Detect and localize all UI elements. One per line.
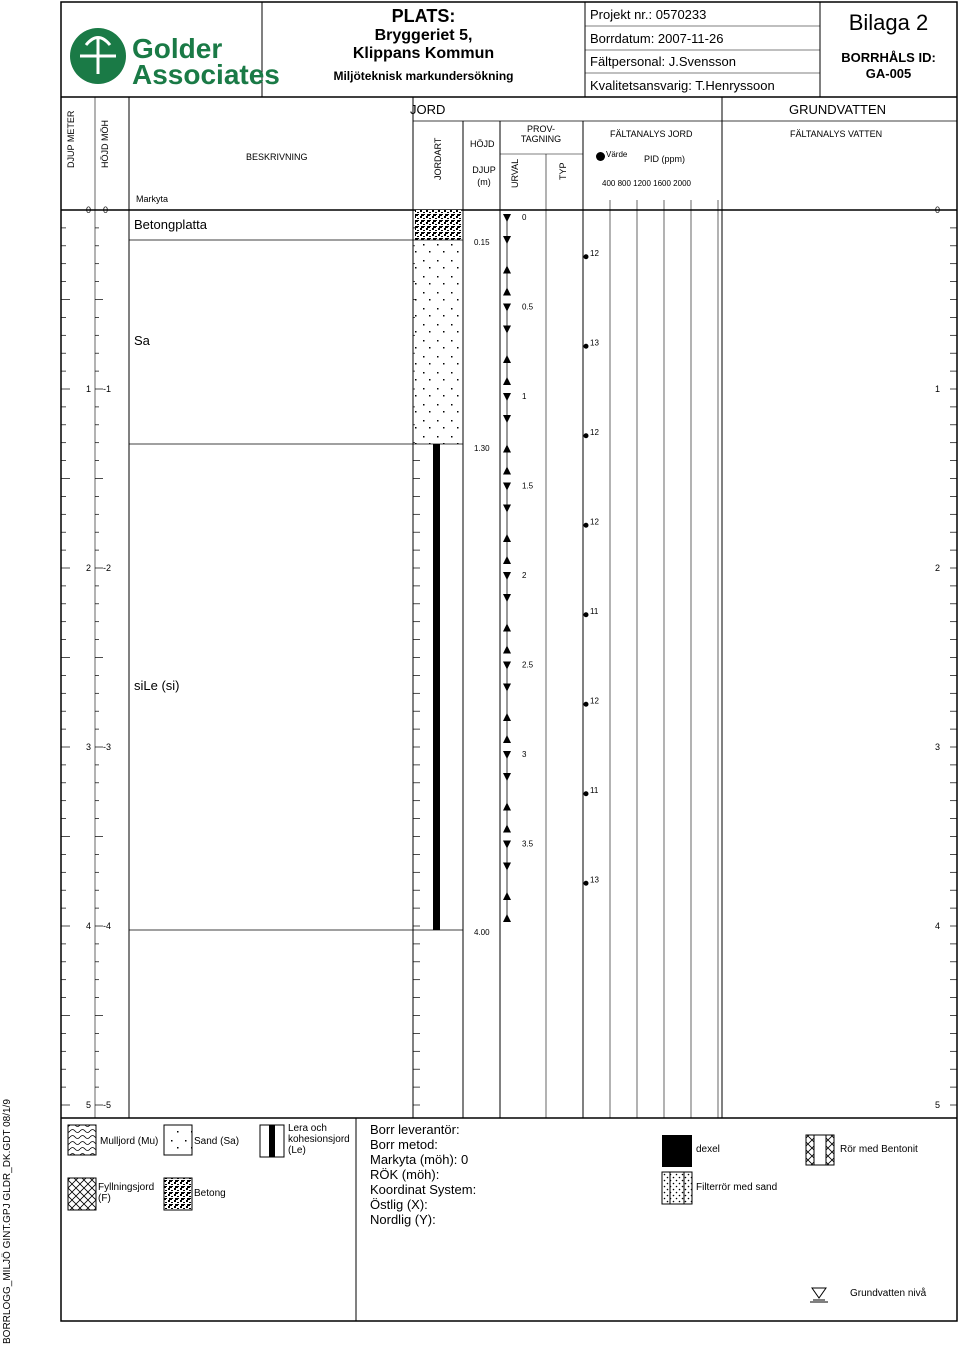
legend-sand: Sand (Sa)	[194, 1136, 240, 1147]
sample-arrow-icon	[503, 735, 511, 743]
col-provtagning: PROV- TAGNING	[520, 124, 562, 144]
col-djup-m: DJUP (m)	[472, 165, 496, 187]
col-faltanalys-vatten: FÄLTANALYS VATTEN	[790, 129, 883, 139]
borr-rok: RÖK (möh):	[370, 1167, 440, 1182]
pid-marker	[584, 612, 589, 617]
sample-arrow-icon	[503, 445, 511, 453]
col-beskrivning: BESKRIVNING	[246, 152, 308, 162]
legend-mulljord: Mulljord (Mu)	[100, 1136, 159, 1147]
legend-filterror-swatch	[662, 1172, 692, 1204]
borr-markyta: Markyta (möh): 0	[370, 1152, 469, 1167]
col-urval: URVAL	[510, 158, 520, 188]
depth-label: 1	[86, 384, 92, 394]
layer-depth-3: 4.00	[474, 928, 490, 937]
pid-marker	[584, 791, 589, 796]
sample-arrow-icon	[503, 534, 511, 542]
sample-arrow-icon	[503, 377, 511, 385]
sample-depth-label: 3.5	[522, 839, 534, 849]
pid-marker	[584, 344, 589, 349]
sample-arrow-icon	[503, 288, 511, 296]
footer-code: BORRLOGG_MILJÖ GINT.GPJ GLDR_DK.GDT 08/1/9	[2, 1099, 13, 1344]
sand-layer	[415, 240, 461, 444]
sample-arrow-icon	[503, 266, 511, 274]
golder-logo-icon	[70, 28, 126, 84]
col-pid: PID (ppm)	[644, 154, 686, 164]
right-depth-label: 1	[935, 384, 941, 394]
depth-label: 2	[86, 563, 92, 573]
pid-value-label: 11	[590, 785, 599, 795]
col-grundvatten: GRUNDVATTEN	[789, 102, 887, 117]
col-jordart: JORDART	[433, 137, 443, 180]
height-label: -5	[103, 1100, 112, 1110]
pid-marker	[584, 523, 589, 528]
layer-markyta: Markyta	[136, 194, 169, 204]
sample-arrow-icon	[503, 214, 511, 222]
legend-mulljord-swatch	[68, 1125, 96, 1155]
pid-value-label: 12	[590, 696, 599, 706]
pid-tick-labels: 400 800 1200 1600 2000	[602, 179, 691, 188]
borr-info	[370, 1122, 476, 1227]
plats-heading: PLATS:	[391, 6, 456, 26]
borrhals-label: BORRHÅLS ID:	[841, 50, 936, 65]
sample-arrow-icon	[503, 304, 511, 312]
sample-arrow-icon	[503, 863, 511, 871]
varde-dot-icon	[596, 152, 605, 161]
sample-arrow-icon	[503, 751, 511, 759]
right-depth-label: 4	[935, 921, 941, 931]
grundvatten-icon	[810, 1288, 828, 1302]
lera-layer	[433, 444, 440, 930]
sample-arrow-icon	[503, 624, 511, 632]
right-depth-label: 3	[935, 742, 941, 752]
sample-arrow-icon	[503, 236, 511, 244]
sample-arrow-icon	[503, 803, 511, 811]
depth-label: 3	[86, 742, 92, 752]
col-hojd: HÖJD	[470, 139, 495, 149]
pid-value-label: 13	[590, 875, 599, 885]
pid-marker	[584, 254, 589, 259]
sample-arrow-icon	[503, 326, 511, 334]
sample-depth-label: 2.5	[522, 660, 534, 670]
sample-arrow-icon	[503, 914, 511, 922]
borr-nordlig: Nordlig (Y):	[370, 1212, 436, 1227]
legend-betong: Betong	[194, 1188, 226, 1199]
pid-value-label: 12	[590, 248, 599, 258]
borr-metod: Borr metod:	[370, 1137, 438, 1152]
col-varde: Värde	[606, 150, 628, 159]
betong-layer	[415, 210, 461, 240]
pid-value-label: 12	[590, 517, 599, 527]
sample-arrow-icon	[503, 646, 511, 654]
bilaga-title: Bilaga 2	[848, 10, 929, 35]
plats-subtitle: Miljöteknisk markundersökning	[333, 69, 514, 83]
pid-value-label: 12	[590, 427, 599, 437]
sample-depth-label: 0.5	[522, 302, 534, 312]
sample-depth-label: 1.5	[522, 481, 534, 491]
logo-text: Golder Associates	[132, 33, 280, 90]
pid-value-label: 11	[590, 606, 599, 616]
projekt-nr: Projekt nr.: 0570233	[590, 7, 707, 22]
legend-dexel: dexel	[696, 1144, 720, 1155]
right-depth-label: 2	[935, 563, 941, 573]
legend-ror-bentonit: Rör med Bentonit	[840, 1144, 918, 1155]
plats-block	[262, 6, 585, 83]
right-depth-label: 5	[935, 1100, 941, 1110]
legend-filterror: Filterrör med sand	[696, 1182, 778, 1193]
sample-arrow-icon	[503, 713, 511, 721]
sample-depth-label: 1	[522, 392, 527, 401]
height-label: 0	[103, 205, 109, 215]
pid-marker	[584, 881, 589, 886]
pid-marker	[584, 433, 589, 438]
sample-depth-label: 3	[522, 750, 527, 759]
col-hojd-moh: HÖJD MÖH	[100, 120, 110, 168]
borr-koordinat: Koordinat System:	[370, 1182, 477, 1197]
sample-arrow-icon	[503, 556, 511, 564]
layer-sile: siLe (si)	[134, 678, 180, 693]
height-label: -2	[103, 563, 112, 573]
col-djup-meter: DJUP METER	[66, 110, 76, 168]
borr-ostlig: Östlig (X):	[370, 1197, 428, 1212]
depth-label: 0	[86, 205, 92, 215]
borrhals-id: GA-005	[865, 66, 912, 81]
layer-depth-2: 1.30	[474, 444, 490, 453]
sample-arrow-icon	[503, 773, 511, 781]
col-typ: TYP	[558, 162, 568, 180]
plats-line2: Klippans Kommun	[352, 45, 495, 62]
sample-arrow-icon	[503, 483, 511, 491]
legend-dexel-swatch	[662, 1135, 692, 1167]
kvalitetsansvarig: Kvalitetsansvarig: T.Henryssoon	[590, 78, 775, 93]
sample-arrow-icon	[503, 662, 511, 670]
col-faltanalys-jord: FÄLTANALYS JORD	[610, 129, 693, 139]
sample-arrow-icon	[503, 415, 511, 423]
pid-marker	[584, 702, 589, 707]
sample-arrow-icon	[503, 841, 511, 849]
legend-betong-swatch	[164, 1178, 192, 1210]
borrdatum: Borrdatum: 2007-11-26	[590, 31, 724, 46]
faltpersonal: Fältpersonal: J.Svensson	[590, 54, 736, 69]
sample-depth-label: 0	[522, 213, 527, 222]
sample-arrow-icon	[503, 467, 511, 475]
sample-arrow-icon	[503, 684, 511, 692]
pid-value-label: 13	[590, 338, 599, 348]
layer-betongplatta: Betongplatta	[134, 217, 208, 232]
depth-label: 5	[86, 1100, 92, 1110]
legend-sand-swatch	[164, 1125, 192, 1155]
sample-arrow-icon	[503, 594, 511, 602]
height-label: -4	[103, 921, 112, 931]
sample-arrow-icon	[503, 825, 511, 833]
legend-fyllningsjord: Fyllningsjord (F)	[98, 1182, 155, 1204]
height-label: -3	[103, 742, 112, 752]
right-depth-label: 0	[935, 205, 941, 215]
sample-arrow-icon	[503, 892, 511, 900]
sample-arrow-icon	[503, 572, 511, 580]
legend-lera: Lera och kohesionsjord (Le)	[288, 1123, 350, 1156]
sample-arrow-icon	[503, 505, 511, 513]
layer-depth-1: 0.15	[474, 238, 490, 247]
legend-fyllningsjord-swatch	[68, 1178, 96, 1210]
depth-label: 4	[86, 921, 92, 931]
legend-grundvatten-niva: Grundvatten nivå	[850, 1288, 927, 1299]
plats-line1: Bryggeriet 5,	[374, 27, 473, 44]
height-label: -1	[103, 384, 112, 394]
layer-sa: Sa	[134, 333, 150, 348]
col-jord: JORD	[410, 102, 446, 117]
borr-leverantor: Borr leverantör:	[370, 1122, 460, 1137]
sample-arrow-icon	[503, 355, 511, 363]
sample-arrow-icon	[503, 393, 511, 401]
sample-depth-label: 2	[522, 571, 527, 580]
